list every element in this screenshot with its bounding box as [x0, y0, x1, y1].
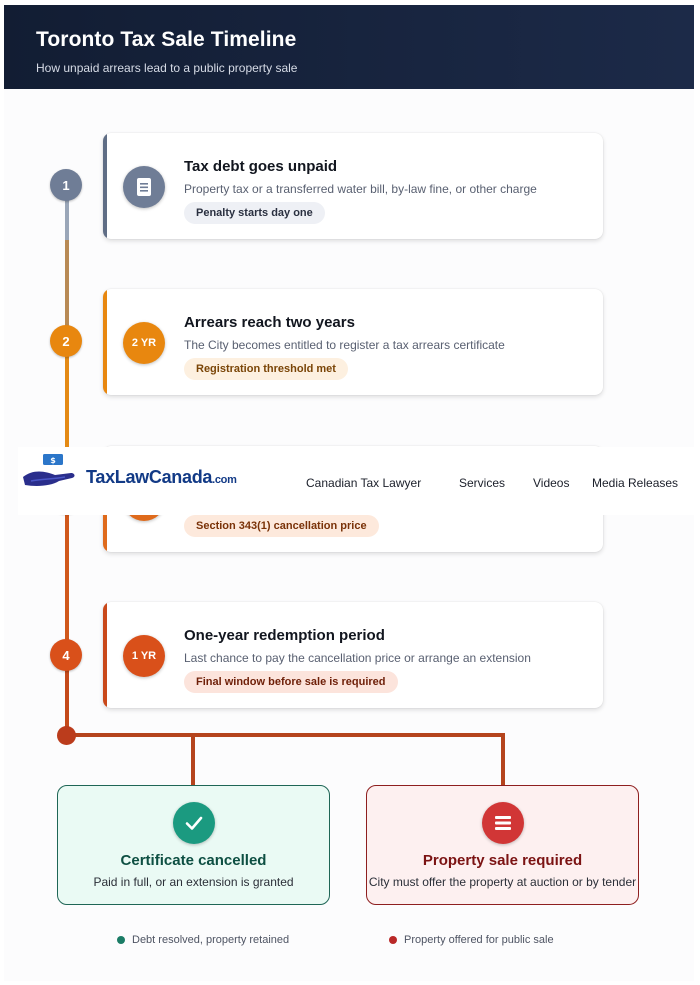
outcome-title: Certificate cancelled	[120, 852, 267, 869]
step-description: Property tax or a transferred water bill, by-law fine, or other charge	[184, 182, 537, 196]
outcome-certificate-cancelled	[57, 785, 330, 905]
document-icon	[123, 166, 165, 208]
timeline-spine-segment-3	[65, 515, 69, 655]
legend-dot	[389, 936, 397, 944]
outcome-property-sale-required	[366, 785, 639, 905]
legend-dot	[117, 936, 125, 944]
nav-link-canadian-tax-lawyer[interactable]: Canadian Tax Lawyer	[306, 476, 422, 490]
branch-connector-left	[191, 733, 195, 786]
card-accent-bar	[103, 289, 107, 395]
outcome-title: Property sale required	[422, 852, 583, 869]
step-badge: Registration threshold met	[184, 358, 348, 380]
step-badge: Final window before sale is required	[184, 671, 398, 693]
legend-label: Property offered for public sale	[404, 934, 554, 946]
branch-connector-right	[501, 733, 505, 786]
brand-suffix: .com	[212, 474, 237, 486]
gavel-icon	[482, 802, 524, 844]
nav-link-services[interactable]: Services	[459, 476, 506, 490]
step-badge: Penalty starts day one	[184, 202, 325, 224]
step-title: Arrears reach two years	[184, 314, 355, 331]
step-title: One-year redemption period	[184, 627, 385, 644]
two-year-icon: 2 YR	[123, 322, 165, 364]
step-badge: Section 343(1) cancellation price	[184, 515, 379, 537]
card-accent-bar	[103, 133, 107, 239]
step-card-2	[103, 289, 603, 395]
taxlawcanada-logo-icon[interactable]	[21, 451, 81, 491]
nav-link-media-releases[interactable]: Media Releases	[592, 476, 679, 490]
outcome-description: City must offer the property at auction or by tender	[368, 875, 637, 889]
brand-logo-text[interactable]	[86, 467, 237, 488]
step-card-4	[103, 602, 603, 708]
outcome-description: Paid in full, or an extension is granted	[93, 875, 294, 889]
legend-item-resolved	[117, 934, 289, 946]
check-icon	[173, 802, 215, 844]
site-navigation-bar	[18, 447, 694, 515]
branch-node	[57, 726, 76, 745]
step-description: Last chance to pay the cancellation price or arrange an extension	[184, 651, 531, 665]
step-number-1: 1	[50, 169, 82, 201]
card-accent-bar	[103, 602, 107, 708]
header-banner	[4, 5, 694, 89]
step-card-1	[103, 133, 603, 239]
branch-connector-horizontal	[66, 733, 504, 737]
step-number-2: 2	[50, 325, 82, 357]
legend-item-sale	[389, 934, 554, 946]
brand-name: TaxLawCanada	[86, 467, 213, 487]
nav-link-videos[interactable]: Videos	[533, 476, 570, 490]
one-year-icon: 1 YR	[123, 635, 165, 677]
step-number-4: 4	[50, 639, 82, 671]
step-title: Tax debt goes unpaid	[184, 158, 338, 175]
timeline-spine-segment-2	[65, 342, 69, 454]
legend-label: Debt resolved, property retained	[132, 934, 290, 946]
step-description: The City becomes entitled to register a tax arrears certificate	[184, 338, 505, 352]
svg-text:$: $	[50, 456, 56, 465]
page-subtitle: How unpaid arrears lead to a public property sale	[36, 61, 298, 75]
page-title: Toronto Tax Sale Timeline	[36, 28, 297, 51]
